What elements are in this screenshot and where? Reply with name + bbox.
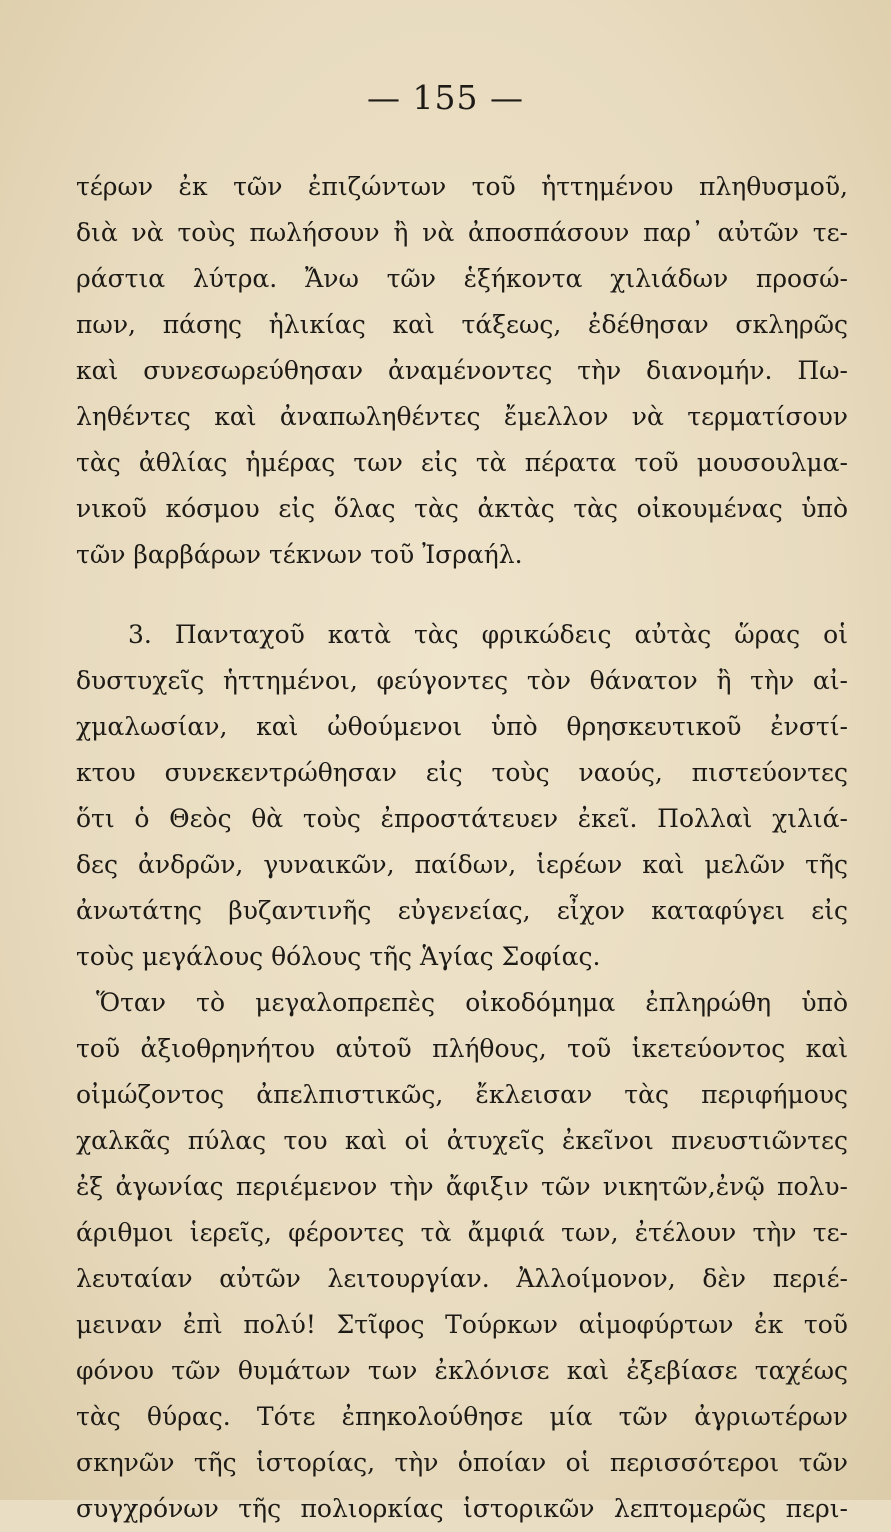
text-line: τὰς ἀθλίας ἡμέρας των εἰς τὰ πέρατα τοῦ μουσουλμα- [76, 448, 848, 477]
text-line: οἰμώζοντος ἀπελπιστικῶς, ἔκλεισαν τὰς περιφήμους [76, 1080, 848, 1109]
text-line: συγχρόνων τῆς πολιορκίας ἱστορικῶν λεπτομερῶς περι- [76, 1494, 848, 1523]
text-line: καὶ συνεσωρεύθησαν ἀναμένοντες τὴν διανομήν. Πω- [76, 356, 848, 385]
page-number: — 155 — [367, 78, 524, 117]
text-line: ἐξ ἀγωνίας περιέμενον τὴν ἄφιξιν τῶν νικητῶν,ἐνῷ πολυ- [76, 1172, 848, 1201]
text-line: πων, πάσης ἡλικίας καὶ τάξεως, ἐδέθησαν σκληρῶς [76, 310, 848, 339]
text-line: φόνου τῶν θυμάτων των ἐκλόνισε καὶ ἐξεβίασε ταχέως [76, 1356, 848, 1385]
text-line: τέρων ἐκ τῶν ἐπιζώντων τοῦ ἡττημένου πληθυσμοῦ, [76, 172, 848, 201]
text-line: τοὺς μεγάλους θόλους τῆς Ἁγίας Σοφίας. [76, 942, 601, 971]
text-line: ληθέντες καὶ ἀναπωληθέντες ἔμελλον νὰ τερματίσουν [76, 402, 848, 431]
text-line: μειναν ἐπὶ πολύ! Στῖφος Τούρκων αἱμοφύρτων ἐκ τοῦ [76, 1310, 848, 1339]
text-line: χμαλωσίαν, καὶ ὠθούμενοι ὑπὸ θρησκευτικοῦ ἐνστί- [76, 712, 848, 741]
text-line: ἀνωτάτης βυζαντινῆς εὐγενείας, εἶχον καταφύγει εἰς [76, 896, 848, 925]
text-line: τῶν βαρβάρων τέκνων τοῦ Ἰσραήλ. [76, 540, 523, 569]
text-line: τοῦ ἀξιοθρηνήτου αὐτοῦ πλήθους, τοῦ ἱκετεύοντος καὶ [76, 1034, 848, 1063]
text-line: ὅτι ὁ Θεὸς θὰ τοὺς ἐπροστάτευεν ἐκεῖ. Πολλαὶ χιλιά- [76, 804, 848, 833]
text-line: άριθμοι ἱερεῖς, φέροντες τὰ ἄμφιά των, ἐτέλουν τὴν τε- [76, 1218, 848, 1247]
text-line: κτου συνεκεντρώθησαν εἰς τοὺς ναούς, πιστεύοντες [76, 758, 848, 787]
text-line: τὰς θύρας. Τότε ἐπηκολούθησε μία τῶν ἀγριωτέρων [76, 1402, 848, 1431]
paragraph-continued [76, 164, 848, 578]
text-line: σκηνῶν τῆς ἱστορίας, τὴν ὁποίαν οἱ περισσότεροι τῶν [76, 1448, 848, 1477]
text-line: νικοῦ κόσμου εἰς ὅλας τὰς ἀκτὰς τὰς οἰκουμένας ὑπὸ [76, 494, 848, 523]
text-line: 3. Πανταχοῦ κατὰ τὰς φρικώδεις αὐτὰς ὥρας οἱ [128, 620, 848, 649]
text-line: ράστια λύτρα. Ἄνω τῶν ἑξήκοντα χιλιάδων προσώ- [76, 264, 848, 293]
text-line: Ὅταν τὸ μεγαλοπρεπὲς οἰκοδόμημα ἐπληρώθη ὑπὸ [96, 988, 848, 1017]
text-line: δες ἀνδρῶν, γυναικῶν, παίδων, ἱερέων καὶ μελῶν τῆς [76, 850, 848, 879]
text-line: χαλκᾶς πύλας του καὶ οἱ ἀτυχεῖς ἐκεῖνοι πνευστιῶντες [76, 1126, 848, 1155]
text-line: λευταίαν αὐτῶν λειτουργίαν. Ἀλλοίμονον, δὲν περιέ- [76, 1264, 848, 1293]
text-line: δυστυχεῖς ἡττημένοι, φεύγοντες τὸν θάνατον ἢ τὴν αἰ- [76, 666, 848, 695]
paragraph-section-3 [76, 612, 848, 1532]
text-line: διὰ νὰ τοὺς πωλήσουν ἢ νὰ ἀποσπάσουν παρ᾽ αὐτῶν τε- [76, 218, 848, 247]
